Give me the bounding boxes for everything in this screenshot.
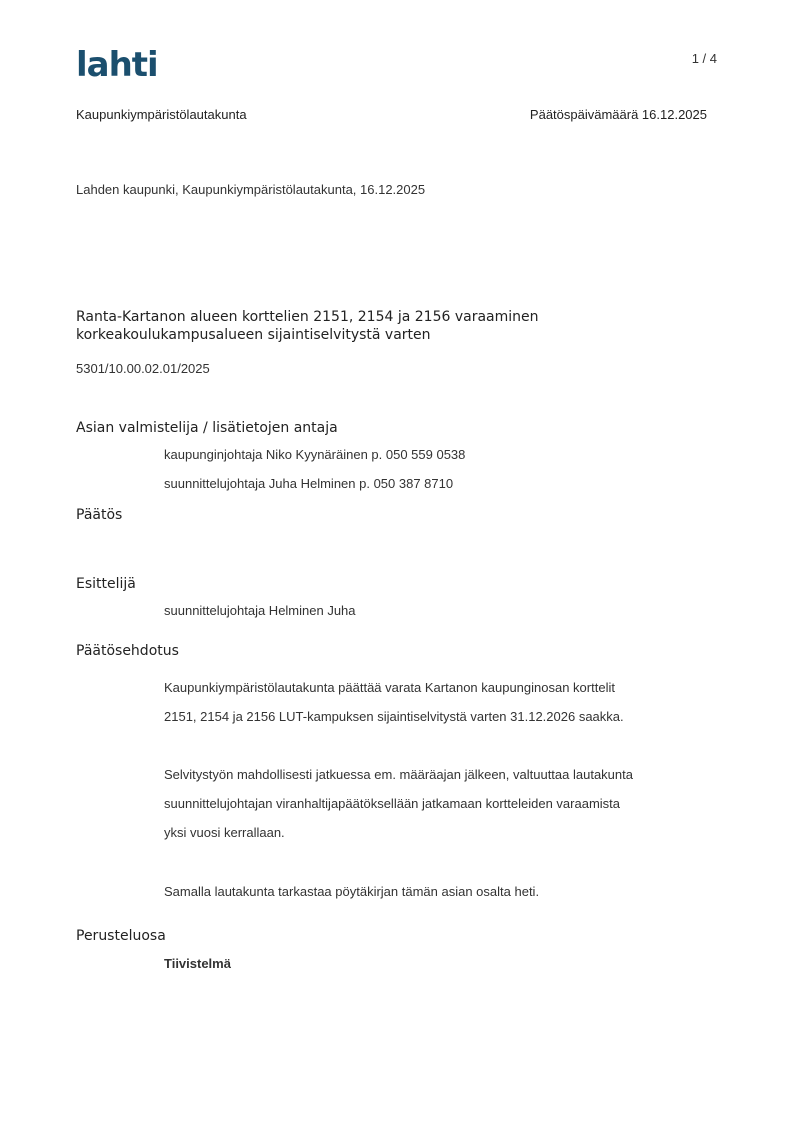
proposal-p2-line-1: Selvitystyön mahdollisesti jatkuessa em. määräajan jälkeen, valtuuttaa lautakunta: [164, 767, 633, 782]
proposal-paragraph-3: Samalla lautakunta tarkastaa pöytäkirjan tämän asian osalta heti.: [164, 884, 540, 899]
lahti-logo: lahti: [76, 45, 158, 85]
proposal-paragraph-1: [164, 673, 624, 731]
committee-name: Kaupunkiympäristölautakunta: [76, 107, 247, 122]
diary-number: 5301/10.00.02.01/2025: [76, 361, 210, 376]
presenter-name: suunnittelujohtaja Helminen Juha: [164, 603, 356, 618]
proposal-p2-line-2: suunnittelujohtajan viranhaltijapäätöksellään jatkamaan kortteleiden varaamista: [164, 796, 621, 811]
document-title: [76, 308, 539, 344]
decision-heading: Päätös: [76, 507, 123, 523]
page-number: 1 / 4: [691, 51, 717, 66]
preparer-person-2: suunnittelujohtaja Juha Helminen p. 050 387 8710: [164, 476, 454, 491]
preparer-heading: Asian valmistelija / lisätietojen antaja: [76, 420, 338, 436]
decision-date: Päätöspäivämäärä 16.12.2025: [529, 107, 707, 122]
proposal-p1-line-2: 2151, 2154 ja 2156 LUT-kampuksen sijaintiselvitystä varten 31.12.2026 saakka.: [164, 709, 624, 724]
proposal-p2-line-3: yksi vuosi kerrallaan.: [164, 825, 285, 840]
preparer-person-1: kaupunginjohtaja Niko Kyynäräinen p. 050 559 0538: [164, 447, 466, 462]
proposal-paragraph-2: [164, 760, 633, 847]
title-line-1: Ranta-Kartanon alueen korttelien 2151, 2154 ja 2156 varaaminen: [76, 309, 539, 325]
meeting-line: Lahden kaupunki, Kaupunkiympäristölautakunta, 16.12.2025: [76, 182, 426, 197]
summary-subheading: Tiivistelmä: [164, 956, 231, 971]
title-line-2: korkeakoulukampusalueen sijaintiselvitystä varten: [76, 327, 431, 343]
proposal-heading: Päätösehdotus: [76, 643, 179, 659]
reasoning-heading: Perusteluosa: [76, 928, 166, 944]
proposal-p1-line-1: Kaupunkiympäristölautakunta päättää varata Kartanon kaupunginosan korttelit: [164, 680, 615, 695]
presenter-heading: Esittelijä: [76, 576, 136, 592]
